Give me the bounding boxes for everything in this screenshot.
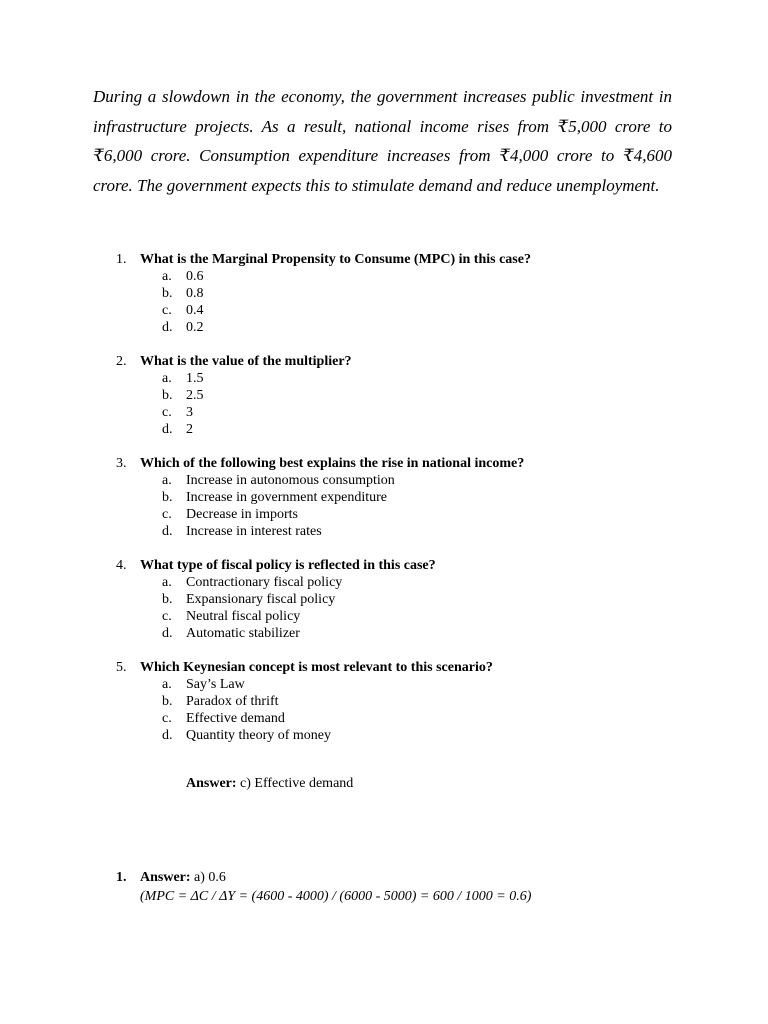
option-item [0, 574, 768, 591]
question-text: What is the Marginal Propensity to Consume (MPC) in this case? [140, 252, 531, 267]
option-item [0, 404, 768, 421]
option-item [0, 489, 768, 506]
option-text: Automatic stabilizer [186, 626, 300, 641]
option-text: Decrease in imports [186, 507, 298, 522]
option-text: Paradox of thrift [186, 694, 279, 709]
option-item [0, 319, 768, 336]
option-item [0, 693, 768, 710]
question-text: What is the value of the multiplier? [140, 354, 352, 369]
option-text: Neutral fiscal policy [186, 609, 301, 624]
option-text: 2.5 [186, 388, 204, 403]
option-text: 0.6 [186, 269, 204, 284]
option-letter: a. [162, 473, 172, 488]
question-number: 5. [116, 660, 127, 675]
option-letter: c. [162, 711, 172, 726]
option-text: 0.4 [186, 303, 204, 318]
option-item [0, 676, 768, 693]
option-letter: c. [162, 405, 172, 420]
option-text: Increase in government expenditure [186, 490, 387, 505]
option-letter: b. [162, 694, 173, 709]
option-item [0, 591, 768, 608]
option-list [0, 574, 768, 642]
option-letter: a. [162, 677, 172, 692]
answer-line [140, 869, 226, 886]
option-letter: d. [162, 320, 173, 335]
option-text: 0.8 [186, 286, 204, 301]
option-list [0, 268, 768, 336]
answer-number: 1. [116, 870, 127, 885]
option-letter: a. [162, 575, 172, 590]
question-item [0, 557, 768, 642]
option-letter: c. [162, 507, 172, 522]
option-text: Effective demand [186, 711, 285, 726]
question-number: 4. [116, 558, 127, 573]
option-letter: b. [162, 490, 173, 505]
option-letter: d. [162, 422, 173, 437]
option-letter: b. [162, 286, 173, 301]
option-letter: c. [162, 303, 172, 318]
question-text: Which of the following best explains the rise in national income? [140, 456, 525, 471]
option-text: Contractionary fiscal policy [186, 575, 343, 590]
option-letter: d. [162, 728, 173, 743]
case-study-paragraph: During a slowdown in the economy, the government increases public investment in infrastructure projects. As a result, national income rises from ₹5,000 crore to ₹6,000 crore. Consumption expenditure increases from ₹4,000 crore to ₹4,600 crore. The government expects this to stimulate demand and reduce unemployment. [93, 87, 672, 195]
option-item [0, 710, 768, 727]
option-item [0, 506, 768, 523]
option-letter: a. [162, 371, 172, 386]
option-list [0, 472, 768, 540]
answer-line [186, 775, 353, 792]
option-item [0, 387, 768, 404]
question-item [0, 353, 768, 438]
option-item [0, 625, 768, 642]
option-text: 1.5 [186, 371, 204, 386]
option-text: Quantity theory of money [186, 728, 332, 743]
question-text: Which Keynesian concept is most relevant to this scenario? [140, 660, 493, 675]
option-text: 3 [186, 405, 193, 420]
option-item [0, 285, 768, 302]
option-list [0, 676, 768, 744]
question-list [0, 251, 768, 761]
question-text: What type of fiscal policy is reflected in this case? [140, 558, 436, 573]
option-letter: b. [162, 388, 173, 403]
option-text: 2 [186, 422, 193, 437]
question-number: 3. [116, 456, 127, 471]
option-text: Say’s Law [186, 677, 245, 692]
option-letter: b. [162, 592, 173, 607]
question-number: 2. [116, 354, 127, 369]
option-item [0, 608, 768, 625]
option-text: 0.2 [186, 320, 204, 335]
option-item [0, 421, 768, 438]
answer-value: c) Effective demand [236, 776, 354, 791]
option-item [0, 523, 768, 540]
option-letter: c. [162, 609, 172, 624]
option-letter: a. [162, 269, 172, 284]
question-item [0, 659, 768, 744]
option-list [0, 370, 768, 438]
option-item [0, 370, 768, 387]
option-item [0, 268, 768, 285]
answer-label: Answer: [186, 776, 237, 791]
option-letter: d. [162, 524, 173, 539]
answer-value: a) 0.6 [190, 870, 226, 885]
answer-label: Answer: [140, 870, 191, 885]
option-text: Increase in autonomous consumption [186, 473, 395, 488]
option-item [0, 472, 768, 489]
option-text: Increase in interest rates [186, 524, 322, 539]
answer-explanation: (MPC = ΔC / ΔY = (4600 - 4000) / (6000 - 5000) = 600 / 1000 = 0.6) [140, 889, 532, 904]
question-item [0, 455, 768, 540]
question-item [0, 251, 768, 336]
question-number: 1. [116, 252, 127, 267]
option-item [0, 727, 768, 744]
option-item [0, 302, 768, 319]
option-letter: d. [162, 626, 173, 641]
option-text: Expansionary fiscal policy [186, 592, 336, 607]
